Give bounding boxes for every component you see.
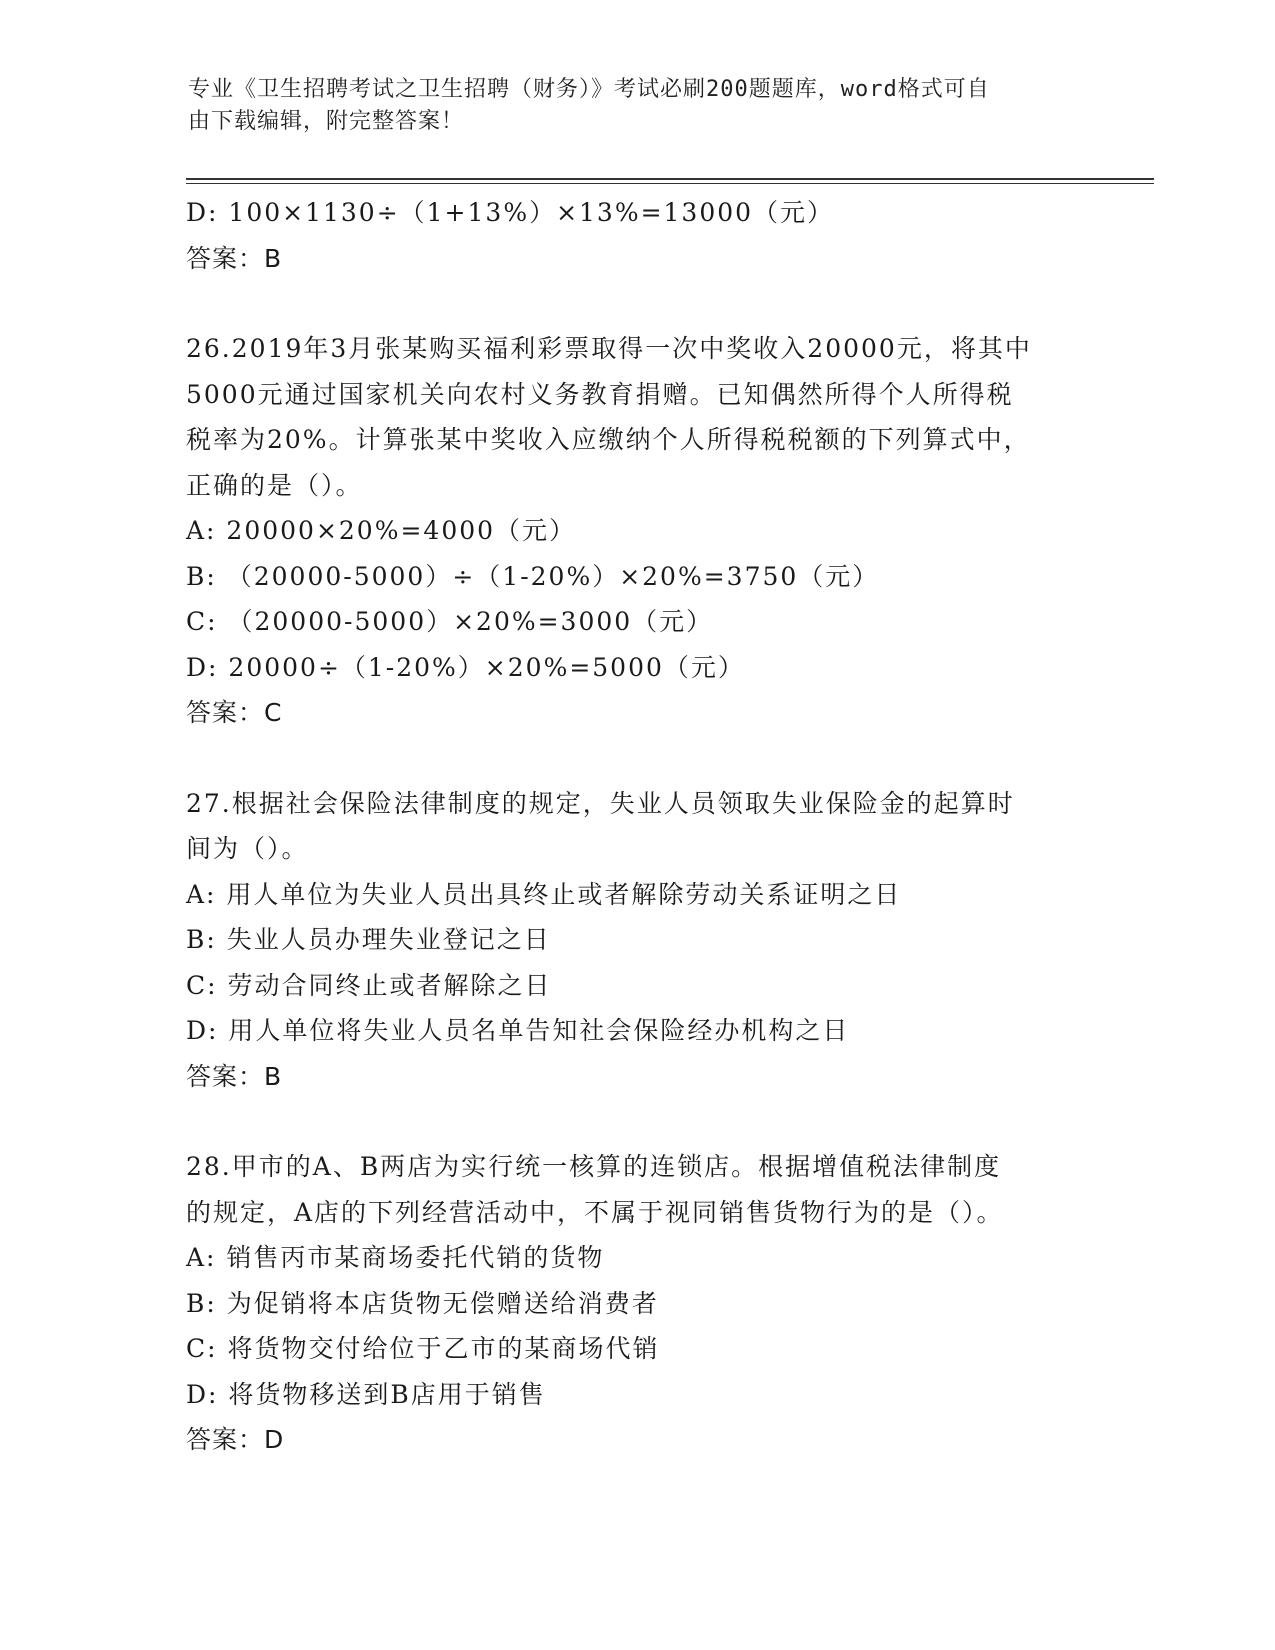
document-body [186,190,1086,1463]
answer-line: 答案：C [186,698,283,727]
answer-line: 答案：D [186,1425,285,1454]
question-26 [186,326,1086,736]
option-a: A: 销售丙市某商场委托代销的货物 [186,1243,605,1272]
option-d: D: 20000÷（1-20%）×20%=5000（元） [186,652,745,682]
question-stem-line: 正确的是（）。 [186,470,363,500]
option-c: C: 劳动合同终止或者解除之日 [186,970,552,1000]
header-divider-thick [186,178,1154,180]
question-stem-line: 的规定，A店的下列经营活动中，不属于视同销售货物行为的是（）。 [186,1197,1004,1227]
option-b: B: 失业人员办理失业登记之日 [186,925,551,954]
option-b: B: 为促销将本店货物无偿赠送给消费者 [186,1288,659,1318]
question-27 [186,781,1086,1100]
header-line-1: 专业《卫生招聘考试之卫生招聘（财务）》考试必刷200题题库，word格式可自 [188,77,990,102]
answer-line: 答案：B [186,243,283,273]
question-stem-line: 26.2019年3月张某购买福利彩票取得一次中奖收入20000元，将其中 [186,334,1032,363]
option-c: C: （20000-5000）×20%=3000（元） [186,607,714,636]
page-header [188,74,1068,138]
answer-line: 答案：B [186,1061,283,1091]
question-stem-line: 税率为20%。计算张某中奖收入应缴纳个人所得税税额的下列算式中， [186,425,1031,454]
option-d: D: 100×1130÷（1+13%）×13%=13000（元） [186,198,835,227]
spacer [186,281,1086,326]
question-28 [186,1144,1086,1463]
option-a: A: 20000×20%=4000（元） [186,516,577,545]
question-stem-line: 5000元通过国家机关向农村义务教育捐赠。已知偶然所得个人所得税 [186,379,1014,409]
header-divider-thin [186,183,1154,184]
option-c: C: 将货物交付给位于乙市的某商场代销 [186,1334,660,1363]
spacer [186,1099,1086,1144]
header-line-2: 由下载编辑，附完整答案！ [188,109,465,134]
option-a: A: 用人单位为失业人员出具终止或者解除劳动关系证明之日 [186,879,902,909]
question-stem-line: 28.甲市的A、B两店为实行统一核算的连锁店。根据增值税法律制度 [186,1152,1002,1181]
previous-question-tail [186,190,1086,281]
option-d: D: 用人单位将失业人员名单告知社会保险经办机构之日 [186,1016,850,1045]
question-stem-line: 间为（）。 [186,834,309,863]
option-d: D: 将货物移送到B店用于销售 [186,1379,546,1409]
question-stem-line: 27.根据社会保险法律制度的规定，失业人员领取失业保险金的起算时 [186,788,1015,818]
spacer [186,736,1086,781]
option-b: B: （20000-5000）÷（1-20%）×20%=3750（元） [186,561,880,591]
